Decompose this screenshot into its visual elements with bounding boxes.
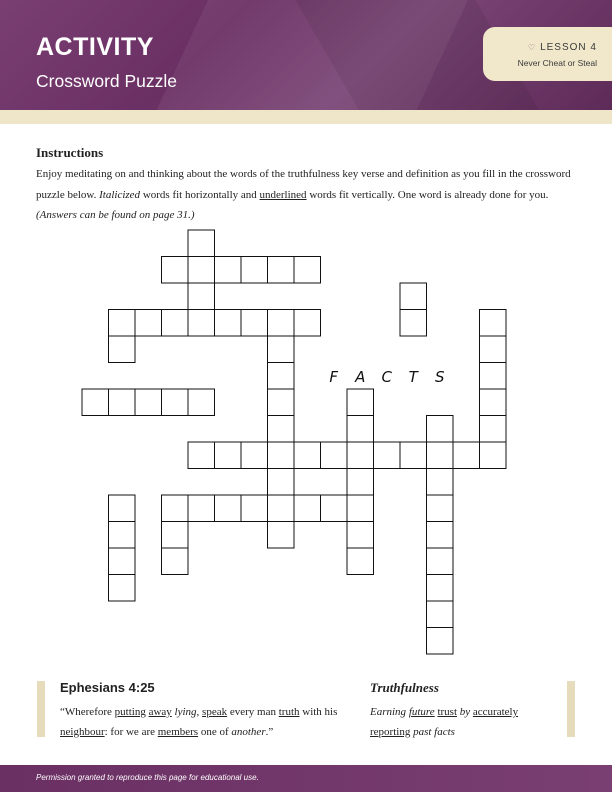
crossword-cell[interactable] (453, 442, 480, 469)
crossword-cell[interactable] (268, 495, 295, 522)
crossword-cell[interactable] (188, 442, 215, 469)
prefilled-letter: A (355, 367, 366, 386)
verse-text-part: one of (198, 725, 232, 738)
lesson-title: Never Cheat or Steal (517, 58, 597, 68)
definition-word-vertical: trust (437, 706, 457, 718)
verse-text-part: : for we are (104, 725, 158, 738)
verse-text-part: “Wherefore (60, 706, 115, 718)
heart-icon: ♡ (527, 43, 537, 52)
instructions-underlined-word: underlined (259, 188, 307, 201)
verse-word-vertical: members (157, 725, 199, 738)
prefilled-letter: F (329, 367, 339, 386)
crossword-cell[interactable] (188, 310, 215, 337)
definition-word-vertical: accurately (472, 706, 519, 718)
crossword-cell[interactable] (215, 310, 242, 337)
crossword-cell[interactable] (188, 495, 215, 522)
crossword-cell[interactable] (480, 310, 507, 337)
verse-text-part: every man (227, 706, 279, 718)
crossword-cell[interactable] (427, 442, 454, 469)
crossword-cell[interactable] (268, 310, 295, 337)
definition-text (370, 703, 560, 742)
crossword-cell[interactable] (321, 442, 348, 469)
crossword-cell[interactable] (188, 389, 215, 416)
crossword-cell[interactable] (427, 548, 454, 575)
crossword-cell[interactable] (109, 336, 136, 363)
crossword-cell[interactable] (321, 495, 348, 522)
page-title: Crossword Puzzle (36, 71, 178, 91)
crossword-cell[interactable] (215, 442, 242, 469)
crossword-cell[interactable] (109, 575, 136, 602)
crossword-cell[interactable] (268, 442, 295, 469)
verse-word-vertical: neighbour (60, 725, 105, 738)
instructions-italic-word: Italicized (99, 188, 141, 201)
verse-text-part: , (196, 706, 203, 718)
definition-term: Truthfulness (370, 680, 439, 695)
crossword-cell[interactable] (215, 257, 242, 284)
crossword-cell[interactable] (241, 442, 268, 469)
crossword-cell[interactable] (162, 389, 189, 416)
crossword-cell[interactable] (268, 336, 295, 363)
crossword-cell[interactable] (241, 310, 268, 337)
crossword-cell[interactable] (109, 548, 136, 575)
definition-word-horizontal: facts (434, 725, 455, 738)
crossword-cell[interactable] (427, 522, 454, 549)
crossword-cell[interactable] (162, 548, 189, 575)
definition-word-horizontal: Earning (370, 706, 407, 718)
crossword-cell[interactable] (480, 442, 507, 469)
crossword-cell[interactable] (268, 389, 295, 416)
verse-word-horizontal: another (231, 725, 266, 738)
definition-text-part: past (410, 725, 435, 738)
verse-reference: Ephesians 4:25 (60, 680, 155, 695)
crossword-cell[interactable] (162, 522, 189, 549)
crossword-cell[interactable] (188, 257, 215, 284)
crossword-cell[interactable] (268, 416, 295, 443)
definition-accent-bar (567, 681, 575, 737)
crossword-cell[interactable] (162, 257, 189, 284)
crossword-cell[interactable] (135, 389, 162, 416)
crossword-cell[interactable] (215, 495, 242, 522)
verse-accent-bar (37, 681, 45, 737)
verse-word-vertical: away (148, 706, 172, 718)
prefilled-letter: T (408, 367, 418, 386)
footer-bar (0, 765, 612, 792)
prefilled-letter: C (381, 367, 392, 386)
crossword-cell[interactable] (400, 283, 427, 310)
crossword-cell[interactable] (427, 575, 454, 602)
verse-word-horizontal: lying (174, 706, 197, 718)
verse-word-vertical: putting (114, 706, 146, 718)
crossword-cell[interactable] (294, 495, 321, 522)
crossword-cell[interactable] (374, 442, 401, 469)
crossword-cell[interactable] (294, 257, 321, 284)
crossword-cell[interactable] (241, 257, 268, 284)
crossword-cell[interactable] (294, 442, 321, 469)
crossword-cell[interactable] (268, 469, 295, 496)
crossword-cell[interactable] (480, 416, 507, 443)
verse-text-part: with his (299, 706, 338, 718)
crossword-cell[interactable] (480, 363, 507, 390)
crossword-cell[interactable] (294, 310, 321, 337)
instructions-text-part: Enjoy meditating on and thinking about the words of the truthfulness key verse and definition as you fill in the crossword puzzle below. (36, 168, 571, 201)
crossword-cell[interactable] (480, 336, 507, 363)
crossword-cell[interactable] (427, 601, 454, 628)
crossword-cell[interactable] (347, 522, 374, 549)
definition-word: future (408, 706, 435, 718)
crossword-cell[interactable] (427, 469, 454, 496)
instructions-text-part: words fit horizontally and (140, 188, 260, 201)
instructions-text-part: words fit vertically. One word is already done for you. (306, 188, 549, 201)
crossword-cell[interactable] (347, 495, 374, 522)
crossword-cell[interactable] (162, 495, 189, 522)
crossword-cell[interactable] (162, 310, 189, 337)
activity-label: ACTIVITY (36, 33, 154, 61)
definition-word-vertical: reporting (370, 725, 411, 738)
verse-text (60, 703, 360, 742)
crossword-cell[interactable] (109, 522, 136, 549)
crossword-cell[interactable] (427, 628, 454, 655)
crossword-cell[interactable] (268, 257, 295, 284)
definition-text-part: by (457, 706, 473, 718)
crossword-cell[interactable] (400, 310, 427, 337)
crossword-cell[interactable] (427, 495, 454, 522)
crossword-cell[interactable] (347, 416, 374, 443)
crossword-cell[interactable] (268, 363, 295, 390)
verse-word-vertical: truth (278, 706, 300, 718)
crossword-cell[interactable] (109, 389, 136, 416)
prefilled-letter: S (434, 367, 445, 386)
crossword-cell[interactable] (347, 389, 374, 416)
crossword-cell[interactable] (400, 442, 427, 469)
crossword-cell[interactable] (347, 469, 374, 496)
crossword-cell[interactable] (188, 230, 215, 257)
crossword-cell[interactable] (427, 416, 454, 443)
crossword-cell[interactable] (82, 389, 109, 416)
permission-note: Permission granted to reproduce this page for educational use. (36, 773, 259, 782)
instructions-heading: Instructions (36, 145, 104, 160)
crossword-cell[interactable] (241, 495, 268, 522)
crossword-cell[interactable] (188, 283, 215, 310)
lesson-number: LESSON 4 (540, 42, 597, 53)
verse-text-part: .” (265, 725, 274, 738)
crossword-cell[interactable] (347, 442, 374, 469)
crossword-cell[interactable] (268, 522, 295, 549)
crossword-cell[interactable] (135, 310, 162, 337)
crossword-cell[interactable] (109, 310, 136, 337)
verse-word-vertical: speak (202, 706, 228, 718)
crossword-cell[interactable] (347, 548, 374, 575)
crossword-cell[interactable] (480, 389, 507, 416)
crossword-cell[interactable] (109, 495, 136, 522)
answers-note: (Answers can be found on page 31.) (36, 209, 195, 221)
